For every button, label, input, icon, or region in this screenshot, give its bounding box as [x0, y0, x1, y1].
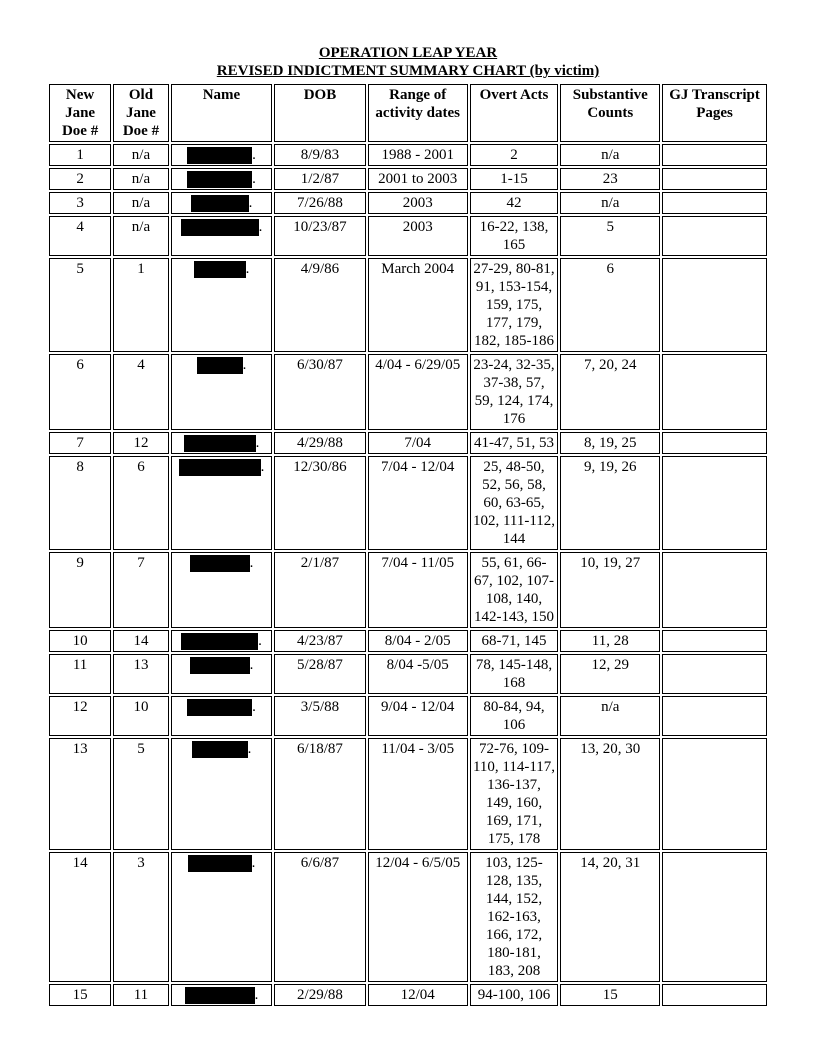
substantive-counts-cell: n/a [560, 192, 660, 214]
gj-transcript-pages-cell [662, 696, 767, 736]
redacted-name-block [197, 357, 243, 374]
substantive-counts-cell: 23 [560, 168, 660, 190]
substantive-counts-cell: 7, 20, 24 [560, 354, 660, 430]
activity-range-cell: 2003 [368, 192, 468, 214]
name-cell [171, 654, 272, 694]
name-suffix: . [254, 987, 259, 1004]
overt-acts-cell: 80-84, 94, 106 [470, 696, 559, 736]
substantive-counts-cell: 5 [560, 216, 660, 256]
overt-acts-cell: 23-24, 32-35, 37-38, 57, 59, 124, 174, 176 [470, 354, 559, 430]
new-jane-doe-cell: 1 [49, 144, 111, 166]
activity-range-cell: 1988 - 2001 [368, 144, 468, 166]
table-row [49, 630, 767, 652]
overt-acts-cell: 103, 125-128, 135, 144, 152, 162-163, 166, 172, 180-181, 183, 208 [470, 852, 559, 982]
activity-range-cell: 7/04 [368, 432, 468, 454]
name-cell [171, 216, 272, 256]
old-jane-doe-cell: 13 [113, 654, 169, 694]
gj-transcript-pages-cell [662, 144, 767, 166]
new-jane-doe-cell: 4 [49, 216, 111, 256]
redacted-name-block [191, 195, 249, 212]
gj-transcript-pages-cell [662, 984, 767, 1006]
substantive-counts-cell: 10, 19, 27 [560, 552, 660, 628]
old-jane-doe-cell: 7 [113, 552, 169, 628]
overt-acts-cell: 2 [470, 144, 559, 166]
redacted-name-block [192, 741, 248, 758]
old-jane-doe-cell: 12 [113, 432, 169, 454]
substantive-counts-cell: n/a [560, 696, 660, 736]
name-cell [171, 852, 272, 982]
dob-cell: 4/9/86 [274, 258, 366, 352]
table-row [49, 144, 767, 166]
activity-range-cell: 11/04 - 3/05 [368, 738, 468, 850]
redacted-name-block [190, 555, 250, 572]
old-jane-doe-cell: n/a [113, 192, 169, 214]
substantive-counts-cell: 15 [560, 984, 660, 1006]
activity-range-cell: 9/04 - 12/04 [368, 696, 468, 736]
redacted-name-block [190, 657, 250, 674]
name-suffix: . [242, 357, 247, 374]
overt-acts-cell: 25, 48-50, 52, 56, 58, 60, 63-65, 102, 111-112, 144 [470, 456, 559, 550]
redacted-name-block [187, 171, 252, 188]
name-cell [171, 456, 272, 550]
dob-cell: 6/30/87 [274, 354, 366, 430]
old-jane-doe-cell: 4 [113, 354, 169, 430]
name-suffix: . [255, 435, 260, 452]
activity-range-cell: 8/04 -5/05 [368, 654, 468, 694]
gj-transcript-pages-cell [662, 168, 767, 190]
header-new-jane-doe: New Jane Doe # [49, 84, 111, 142]
name-suffix: . [249, 555, 254, 572]
overt-acts-cell: 78, 145-148, 168 [470, 654, 559, 694]
document-title: OPERATION LEAP YEAR [318, 45, 498, 61]
redacted-name-block [179, 459, 261, 476]
dob-cell: 3/5/88 [274, 696, 366, 736]
old-jane-doe-cell: n/a [113, 216, 169, 256]
table-row [49, 738, 767, 850]
dob-cell: 6/6/87 [274, 852, 366, 982]
redacted-name-block [194, 261, 246, 278]
table-row [49, 654, 767, 694]
header-dob: DOB [274, 84, 366, 142]
gj-transcript-pages-cell [662, 738, 767, 850]
substantive-counts-cell: 8, 19, 25 [560, 432, 660, 454]
overt-acts-cell: 16-22, 138, 165 [470, 216, 559, 256]
name-cell [171, 144, 272, 166]
redacted-name-block [181, 633, 258, 650]
name-cell [171, 354, 272, 430]
substantive-counts-cell: 12, 29 [560, 654, 660, 694]
gj-transcript-pages-cell [662, 354, 767, 430]
name-cell [171, 168, 272, 190]
new-jane-doe-cell: 11 [49, 654, 111, 694]
substantive-counts-cell: 9, 19, 26 [560, 456, 660, 550]
new-jane-doe-cell: 5 [49, 258, 111, 352]
table-row [49, 258, 767, 352]
name-suffix: . [245, 261, 250, 278]
overt-acts-cell: 27-29, 80-81, 91, 153-154, 159, 175, 177, 179, 182, 185-186 [470, 258, 559, 352]
table-body [49, 144, 767, 1006]
overt-acts-cell: 42 [470, 192, 559, 214]
overt-acts-cell: 1-15 [470, 168, 559, 190]
header-overt-acts: Overt Acts [470, 84, 559, 142]
header-name: Name [171, 84, 272, 142]
table-row [49, 852, 767, 982]
activity-range-cell: 2001 to 2003 [368, 168, 468, 190]
substantive-counts-cell: 13, 20, 30 [560, 738, 660, 850]
table-row [49, 168, 767, 190]
substantive-counts-cell: 6 [560, 258, 660, 352]
name-suffix: . [247, 741, 252, 758]
name-suffix: . [252, 147, 256, 163]
new-jane-doe-cell: 8 [49, 456, 111, 550]
table-row [49, 984, 767, 1006]
dob-cell: 5/28/87 [274, 654, 366, 694]
old-jane-doe-cell: 14 [113, 630, 169, 652]
overt-acts-cell: 94-100, 106 [470, 984, 559, 1006]
gj-transcript-pages-cell [662, 852, 767, 982]
dob-cell: 10/23/87 [274, 216, 366, 256]
activity-range-cell: 12/04 - 6/5/05 [368, 852, 468, 982]
gj-transcript-pages-cell [662, 630, 767, 652]
old-jane-doe-cell: 11 [113, 984, 169, 1006]
name-cell [171, 192, 272, 214]
header-gj-transcript-pages: GJ Transcript Pages [662, 84, 767, 142]
gj-transcript-pages-cell [662, 654, 767, 694]
old-jane-doe-cell: 5 [113, 738, 169, 850]
new-jane-doe-cell: 7 [49, 432, 111, 454]
dob-cell: 2/29/88 [274, 984, 366, 1006]
table-row [49, 216, 767, 256]
gj-transcript-pages-cell [662, 432, 767, 454]
dob-cell: 4/23/87 [274, 630, 366, 652]
name-cell [171, 696, 272, 736]
gj-transcript-pages-cell [662, 456, 767, 550]
activity-range-cell: 4/04 - 6/29/05 [368, 354, 468, 430]
table-header-row [49, 84, 767, 142]
name-cell [171, 432, 272, 454]
name-cell [171, 630, 272, 652]
old-jane-doe-cell: 6 [113, 456, 169, 550]
name-cell [171, 738, 272, 850]
redacted-name-block [181, 219, 259, 236]
table-row [49, 192, 767, 214]
activity-range-cell: 2003 [368, 216, 468, 256]
substantive-counts-cell: 14, 20, 31 [560, 852, 660, 982]
old-jane-doe-cell: n/a [113, 168, 169, 190]
name-suffix: . [251, 855, 256, 872]
substantive-counts-cell: 11, 28 [560, 630, 660, 652]
new-jane-doe-cell: 9 [49, 552, 111, 628]
overt-acts-cell: 68-71, 145 [470, 630, 559, 652]
old-jane-doe-cell: 1 [113, 258, 169, 352]
new-jane-doe-cell: 6 [49, 354, 111, 430]
header-old-jane-doe: Old Jane Doe # [113, 84, 169, 142]
dob-cell: 4/29/88 [274, 432, 366, 454]
name-suffix: . [252, 171, 256, 188]
name-suffix: . [252, 699, 256, 716]
redacted-name-block [187, 699, 252, 716]
new-jane-doe-cell: 13 [49, 738, 111, 850]
redacted-name-block [185, 987, 255, 1004]
dob-cell: 2/1/87 [274, 552, 366, 628]
new-jane-doe-cell: 10 [49, 630, 111, 652]
name-suffix: . [248, 195, 253, 212]
activity-range-cell: March 2004 [368, 258, 468, 352]
overt-acts-cell: 41-47, 51, 53 [470, 432, 559, 454]
name-suffix: . [258, 219, 263, 236]
new-jane-doe-cell: 15 [49, 984, 111, 1006]
activity-range-cell: 8/04 - 2/05 [368, 630, 468, 652]
new-jane-doe-cell: 3 [49, 192, 111, 214]
overt-acts-cell: 72-76, 109-110, 114-117, 136-137, 149, 160, 169, 171, 175, 178 [470, 738, 559, 850]
redacted-name-block [187, 147, 252, 164]
dob-cell: 8/9/83 [274, 144, 366, 166]
dob-cell: 1/2/87 [274, 168, 366, 190]
document-subtitle: REVISED INDICTMENT SUMMARY CHART (by victim) [216, 63, 600, 79]
old-jane-doe-cell: 10 [113, 696, 169, 736]
indictment-summary-table [47, 82, 769, 1008]
table-row [49, 552, 767, 628]
new-jane-doe-cell: 12 [49, 696, 111, 736]
gj-transcript-pages-cell [662, 192, 767, 214]
header-range-of-activity-dates: Range of activity dates [368, 84, 468, 142]
name-suffix: . [258, 633, 262, 650]
name-cell [171, 984, 272, 1006]
overt-acts-cell: 55, 61, 66-67, 102, 107-108, 140, 142-143, 150 [470, 552, 559, 628]
table-row [49, 354, 767, 430]
gj-transcript-pages-cell [662, 216, 767, 256]
gj-transcript-pages-cell [662, 552, 767, 628]
name-cell [171, 258, 272, 352]
dob-cell: 7/26/88 [274, 192, 366, 214]
redacted-name-block [188, 855, 252, 872]
header-substantive-counts: Substantive Counts [560, 84, 660, 142]
dob-cell: 12/30/86 [274, 456, 366, 550]
gj-transcript-pages-cell [662, 258, 767, 352]
activity-range-cell: 7/04 - 12/04 [368, 456, 468, 550]
activity-range-cell: 7/04 - 11/05 [368, 552, 468, 628]
old-jane-doe-cell: 3 [113, 852, 169, 982]
table-row [49, 432, 767, 454]
table-row [49, 696, 767, 736]
substantive-counts-cell: n/a [560, 144, 660, 166]
table-row [49, 456, 767, 550]
redacted-name-block [184, 435, 256, 452]
name-cell [171, 552, 272, 628]
name-suffix: . [260, 459, 265, 476]
dob-cell: 6/18/87 [274, 738, 366, 850]
activity-range-cell: 12/04 [368, 984, 468, 1006]
name-suffix: . [249, 657, 254, 674]
old-jane-doe-cell: n/a [113, 144, 169, 166]
new-jane-doe-cell: 14 [49, 852, 111, 982]
new-jane-doe-cell: 2 [49, 168, 111, 190]
